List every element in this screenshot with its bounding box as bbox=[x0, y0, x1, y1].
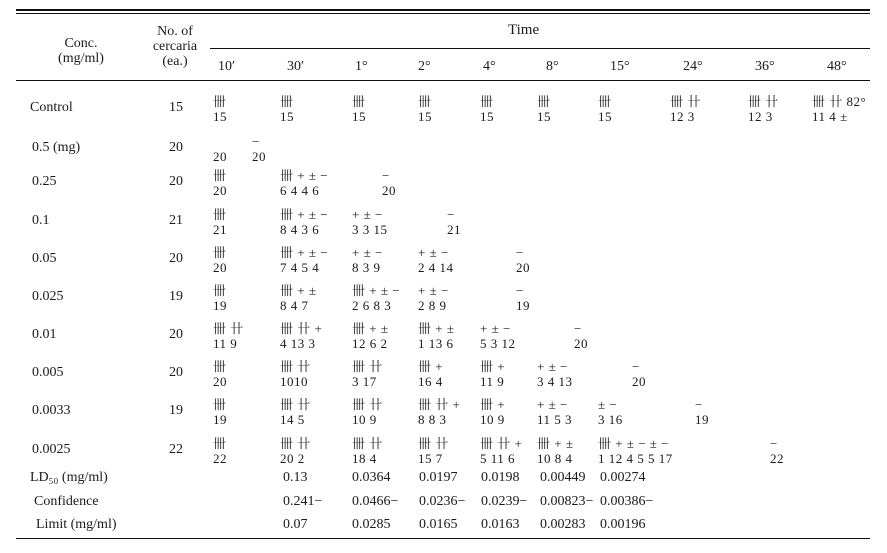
cell-symbols: 卌 + ± − bbox=[280, 207, 329, 222]
conc-label: 0.01 bbox=[32, 327, 57, 342]
upper-limit-value: 0.00823− bbox=[540, 494, 594, 509]
cell-counts: 2 6 8 3 bbox=[352, 298, 392, 313]
time-cell bbox=[280, 436, 311, 466]
cell-counts: 11 5 3 bbox=[537, 412, 573, 427]
conc-header-line2: (mg/ml) bbox=[58, 51, 104, 66]
ld50-value: 0.0364 bbox=[352, 470, 391, 485]
cell-symbols: 卌 卄 + bbox=[480, 436, 523, 451]
cell-symbols: − bbox=[574, 321, 582, 336]
cell-counts: 21 bbox=[213, 222, 227, 237]
time-cell bbox=[280, 359, 311, 389]
conc-label: 0.05 bbox=[32, 251, 57, 266]
time-cell bbox=[418, 397, 460, 427]
time-cell bbox=[598, 436, 673, 466]
time-cell bbox=[418, 321, 454, 351]
ld50-value: 0.13 bbox=[283, 470, 308, 485]
cell-counts: 4 13 3 bbox=[280, 336, 316, 351]
cell-symbols: 卌 卄 bbox=[418, 436, 449, 451]
time-tick: 8° bbox=[546, 59, 559, 74]
conc-label: 0.0025 bbox=[32, 442, 71, 457]
cell-symbols: 卌 bbox=[213, 168, 227, 183]
lower-limit-value: 0.00196 bbox=[600, 517, 646, 532]
time-cell bbox=[213, 321, 244, 351]
cell-counts: 15 bbox=[480, 109, 494, 124]
time-tick: 4° bbox=[483, 59, 496, 74]
confidence-label: Confidence bbox=[34, 494, 99, 509]
cell-symbols: + ± − bbox=[537, 359, 568, 374]
cell-symbols: 卌 bbox=[537, 94, 551, 109]
cell-symbols: 卌 bbox=[213, 436, 227, 451]
cell-counts: 15 bbox=[280, 109, 294, 124]
time-cell bbox=[447, 207, 461, 237]
cell-counts: 19 bbox=[695, 412, 709, 427]
cell-counts: 16 4 bbox=[418, 374, 443, 389]
time-underline bbox=[210, 48, 870, 49]
time-cell bbox=[598, 397, 623, 427]
cell-counts: 1 12 4 5 5 17 bbox=[598, 451, 673, 466]
cell-symbols: 卌 + ± − bbox=[352, 283, 401, 298]
cell-symbols: 卌 卄 + bbox=[280, 321, 323, 336]
upper-limit-value: 0.0239− bbox=[481, 494, 528, 509]
cell-counts: 15 7 bbox=[418, 451, 443, 466]
cell-symbols: 卌 卄 bbox=[352, 359, 383, 374]
cell-counts: 3 4 13 bbox=[537, 374, 573, 389]
cell-counts: 11 9 bbox=[213, 336, 238, 351]
cercaria-count: 20 bbox=[169, 327, 183, 342]
time-cell bbox=[280, 168, 328, 198]
time-cell bbox=[598, 94, 612, 124]
time-tick: 1° bbox=[355, 59, 368, 74]
time-cell bbox=[382, 168, 396, 198]
time-cell bbox=[748, 94, 779, 124]
cell-symbols: 卌 bbox=[352, 94, 366, 109]
time-cell bbox=[213, 207, 227, 237]
time-cell bbox=[418, 359, 443, 389]
time-cell bbox=[213, 245, 227, 275]
cell-counts: 20 bbox=[213, 260, 227, 275]
cell-counts: 20 2 bbox=[280, 451, 305, 466]
cell-counts: 20 bbox=[574, 336, 588, 351]
cell-symbols: + ± − bbox=[418, 245, 449, 260]
time-tick: 30′ bbox=[287, 59, 305, 74]
time-tick: 24° bbox=[683, 59, 703, 74]
time-cell bbox=[280, 207, 328, 237]
cell-symbols bbox=[213, 134, 227, 149]
time-tick: 48° bbox=[827, 59, 847, 74]
cell-symbols: − bbox=[252, 134, 260, 149]
cell-counts: 22 bbox=[770, 451, 784, 466]
cell-symbols: 卌 bbox=[418, 94, 432, 109]
time-cell bbox=[252, 134, 266, 164]
cell-counts: 2 8 9 bbox=[418, 298, 447, 313]
cercaria-count: 20 bbox=[169, 365, 183, 380]
time-cell bbox=[480, 321, 516, 351]
cell-counts: 15 bbox=[598, 109, 612, 124]
time-cell bbox=[213, 94, 227, 124]
cercaria-count: 19 bbox=[169, 403, 183, 418]
count-header-line1: No. of bbox=[157, 24, 193, 39]
time-header: Time bbox=[508, 22, 540, 38]
header-bottom-rule bbox=[16, 80, 870, 81]
cell-counts: 15 bbox=[352, 109, 366, 124]
time-cell bbox=[213, 359, 227, 389]
upper-limit-value: 0.00386− bbox=[600, 494, 654, 509]
top-rule-thick bbox=[16, 9, 870, 11]
time-cell bbox=[516, 245, 530, 275]
time-cell bbox=[352, 359, 383, 389]
cell-counts: 20 bbox=[213, 149, 227, 164]
cell-symbols: 卌 + ± bbox=[352, 321, 389, 336]
cell-symbols: 卌 卄 bbox=[213, 321, 244, 336]
time-cell bbox=[280, 283, 316, 313]
cell-counts: 14 5 bbox=[280, 412, 305, 427]
time-tick: 15° bbox=[610, 59, 630, 74]
upper-limit-value: 0.241− bbox=[283, 494, 323, 509]
conc-header-line1: Conc. bbox=[64, 36, 98, 51]
ld50-value: 0.0198 bbox=[481, 470, 520, 485]
time-cell bbox=[352, 94, 366, 124]
cell-symbols: 卌 bbox=[280, 94, 294, 109]
cell-counts: 18 4 bbox=[352, 451, 377, 466]
time-cell bbox=[280, 245, 328, 275]
ld50-label: LD₅₀ (mg/ml) bbox=[30, 470, 108, 485]
time-tick: 36° bbox=[755, 59, 775, 74]
lower-limit-value: 0.07 bbox=[283, 517, 308, 532]
cell-symbols: 卌 + ± bbox=[280, 283, 317, 298]
time-cell bbox=[352, 436, 383, 466]
time-cell bbox=[352, 321, 388, 351]
cell-counts: 19 bbox=[516, 298, 530, 313]
time-cell bbox=[280, 321, 322, 351]
cell-counts: 11 4 ± bbox=[812, 109, 848, 124]
time-cell bbox=[418, 283, 449, 313]
cell-counts: 19 bbox=[213, 412, 227, 427]
cell-symbols: − bbox=[382, 168, 390, 183]
cell-symbols: − bbox=[695, 397, 703, 412]
conc-header bbox=[36, 36, 126, 66]
cell-symbols: − bbox=[516, 245, 524, 260]
cell-symbols: + ± − bbox=[352, 245, 383, 260]
cell-counts: 3 3 15 bbox=[352, 222, 388, 237]
cell-symbols: + ± − bbox=[352, 207, 383, 222]
cell-symbols: 卌 bbox=[213, 397, 227, 412]
lower-limit-value: 0.00283 bbox=[540, 517, 586, 532]
time-cell bbox=[812, 94, 866, 124]
conc-label: 0.005 bbox=[32, 365, 64, 380]
cell-counts: 20 bbox=[213, 183, 227, 198]
cell-symbols: − bbox=[632, 359, 640, 374]
cell-counts: 20 bbox=[213, 374, 227, 389]
cell-symbols: − bbox=[770, 436, 778, 451]
time-cell bbox=[418, 94, 432, 124]
cell-symbols: 卌 bbox=[213, 283, 227, 298]
cell-counts: 15 bbox=[537, 109, 551, 124]
cell-symbols: 卌 + ± − ± − bbox=[598, 436, 670, 451]
cell-symbols: 卌 bbox=[213, 245, 227, 260]
cell-symbols: − bbox=[447, 207, 455, 222]
lower-limit-value: 0.0285 bbox=[352, 517, 391, 532]
time-cell bbox=[352, 283, 400, 313]
time-cell bbox=[695, 397, 709, 427]
cell-symbols: + ± − bbox=[480, 321, 511, 336]
cell-symbols: 卌 + bbox=[480, 397, 506, 412]
cell-counts: 10 9 bbox=[352, 412, 377, 427]
count-header-line2: cercaria bbox=[152, 39, 198, 54]
cell-counts: 1010 bbox=[280, 374, 308, 389]
cell-counts: 20 bbox=[252, 149, 266, 164]
cell-counts: 8 8 3 bbox=[418, 412, 447, 427]
time-tick: 2° bbox=[418, 59, 431, 74]
time-cell bbox=[418, 245, 454, 275]
cell-symbols: 卌 + ± − bbox=[280, 245, 329, 260]
cell-symbols: 卌 卄 bbox=[280, 359, 311, 374]
lower-limit-value: 0.0163 bbox=[481, 517, 520, 532]
time-cell bbox=[418, 436, 449, 466]
cercaria-count: 21 bbox=[169, 213, 183, 228]
cell-symbols: 卌 卄 + bbox=[418, 397, 461, 412]
cell-counts: 5 11 6 bbox=[480, 451, 516, 466]
cell-symbols: 卌 + ± bbox=[537, 436, 574, 451]
conc-label: 0.025 bbox=[32, 289, 64, 304]
cell-counts: 20 bbox=[516, 260, 530, 275]
cell-counts: 2 4 14 bbox=[418, 260, 454, 275]
bottom-rule bbox=[16, 538, 870, 539]
cell-counts: 15 bbox=[213, 109, 227, 124]
cell-symbols: 卌 + bbox=[418, 359, 444, 374]
cell-counts: 12 3 bbox=[748, 109, 773, 124]
time-cell bbox=[537, 436, 573, 466]
time-cell bbox=[280, 397, 311, 427]
cell-symbols: 卌 bbox=[213, 359, 227, 374]
cell-symbols: 卌 卄 bbox=[748, 94, 779, 109]
conc-label: 0.0033 bbox=[32, 403, 71, 418]
time-cell bbox=[480, 94, 494, 124]
time-tick: 10′ bbox=[218, 59, 236, 74]
cell-counts: 8 4 7 bbox=[280, 298, 309, 313]
cell-symbols: + ± − bbox=[537, 397, 568, 412]
cell-symbols: 卌 卄 bbox=[352, 397, 383, 412]
cell-counts: 21 bbox=[447, 222, 461, 237]
time-cell bbox=[352, 397, 383, 427]
conc-label: Control bbox=[30, 100, 73, 115]
conc-label: 0.5 (mg) bbox=[32, 140, 81, 155]
time-cell bbox=[632, 359, 646, 389]
cell-counts: 1 13 6 bbox=[418, 336, 454, 351]
limit-label: Limit (mg/ml) bbox=[36, 517, 117, 532]
time-cell bbox=[537, 397, 572, 427]
cell-symbols: 卌 + ± − bbox=[280, 168, 329, 183]
cell-symbols: 卌 bbox=[598, 94, 612, 109]
ld50-value: 0.00449 bbox=[540, 470, 586, 485]
cell-symbols: 卌 卄 bbox=[280, 436, 311, 451]
ld50-value: 0.00274 bbox=[600, 470, 646, 485]
time-cell bbox=[352, 245, 383, 275]
cell-counts: 6 4 4 6 bbox=[280, 183, 320, 198]
cell-counts: 7 4 5 4 bbox=[280, 260, 320, 275]
time-cell bbox=[213, 283, 227, 313]
time-cell bbox=[280, 94, 294, 124]
cell-counts: 12 6 2 bbox=[352, 336, 388, 351]
cell-symbols: 卌 卄 bbox=[670, 94, 701, 109]
time-cell bbox=[213, 168, 227, 198]
upper-limit-value: 0.0466− bbox=[352, 494, 399, 509]
count-header-line3: (ea.) bbox=[162, 54, 188, 69]
cell-symbols: 卌 + bbox=[480, 359, 506, 374]
cell-counts: 19 bbox=[213, 298, 227, 313]
cercaria-count: 15 bbox=[169, 100, 183, 115]
ld50-value: 0.0197 bbox=[419, 470, 458, 485]
cercaria-count: 22 bbox=[169, 442, 183, 457]
cell-counts: 20 bbox=[382, 183, 396, 198]
cercaria-count: 20 bbox=[169, 174, 183, 189]
cell-symbols: 卌 bbox=[213, 207, 227, 222]
time-cell bbox=[574, 321, 588, 351]
time-cell bbox=[537, 94, 551, 124]
time-cell bbox=[480, 397, 505, 427]
cell-symbols: 卌 bbox=[480, 94, 494, 109]
cell-symbols: 卌 + ± bbox=[418, 321, 455, 336]
count-header bbox=[140, 24, 210, 69]
cercaria-count: 20 bbox=[169, 140, 183, 155]
conc-label: 0.1 bbox=[32, 213, 50, 228]
time-cell bbox=[537, 359, 573, 389]
cell-counts: 8 3 9 bbox=[352, 260, 381, 275]
upper-limit-value: 0.0236− bbox=[419, 494, 466, 509]
cercaria-count: 20 bbox=[169, 251, 183, 266]
cercaria-count: 19 bbox=[169, 289, 183, 304]
conc-label: 0.25 bbox=[32, 174, 57, 189]
time-cell bbox=[480, 436, 522, 466]
cell-symbols: − bbox=[516, 283, 524, 298]
cell-counts: 10 8 4 bbox=[537, 451, 573, 466]
time-cell bbox=[213, 436, 227, 466]
cell-symbols: + ± − bbox=[418, 283, 449, 298]
cell-counts: 5 3 12 bbox=[480, 336, 516, 351]
cell-counts: 12 3 bbox=[670, 109, 695, 124]
cell-counts: 3 16 bbox=[598, 412, 623, 427]
cell-symbols: 卌 bbox=[213, 94, 227, 109]
cell-counts: 8 4 3 6 bbox=[280, 222, 320, 237]
cell-symbols: 卌 卄 82° bbox=[812, 94, 867, 109]
cell-counts: 20 bbox=[632, 374, 646, 389]
time-cell bbox=[516, 283, 530, 313]
top-rule-thin bbox=[16, 13, 870, 14]
time-cell bbox=[352, 207, 388, 237]
time-cell bbox=[670, 94, 701, 124]
cell-counts: 15 bbox=[418, 109, 432, 124]
cell-symbols: ± − bbox=[598, 397, 618, 412]
time-cell bbox=[480, 359, 505, 389]
lower-limit-value: 0.0165 bbox=[419, 517, 458, 532]
cell-counts: 10 9 bbox=[480, 412, 505, 427]
time-cell bbox=[213, 134, 227, 164]
cell-symbols: 卌 卄 bbox=[352, 436, 383, 451]
time-cell bbox=[770, 436, 784, 466]
cell-counts: 3 17 bbox=[352, 374, 377, 389]
cell-counts: 11 9 bbox=[480, 374, 505, 389]
cell-symbols: 卌 卄 bbox=[280, 397, 311, 412]
time-cell bbox=[213, 397, 227, 427]
cell-counts: 22 bbox=[213, 451, 227, 466]
